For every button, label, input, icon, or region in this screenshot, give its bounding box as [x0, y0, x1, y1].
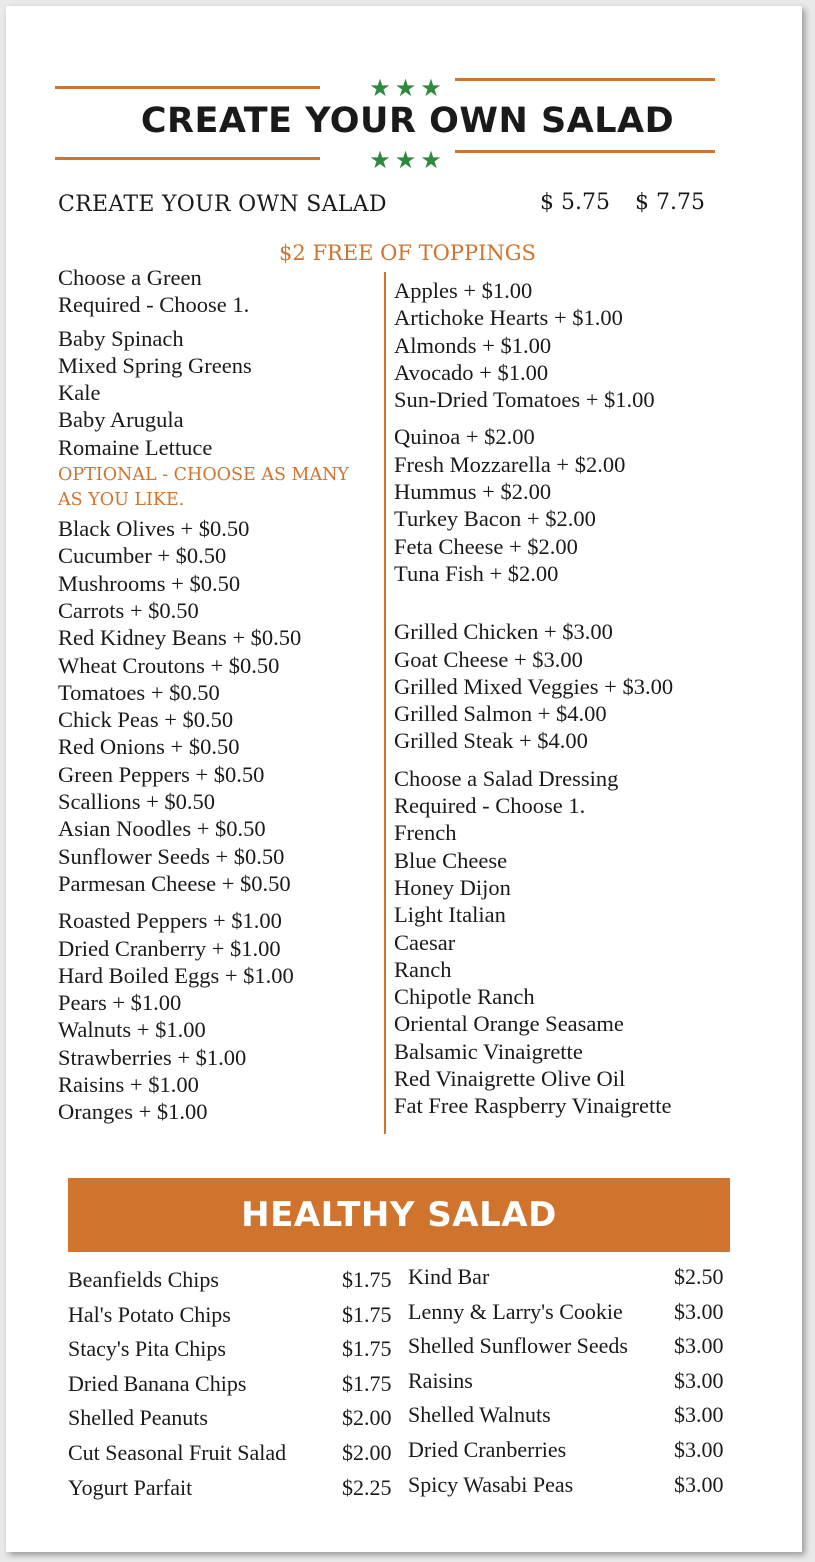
dressing-option: Oriental Orange Seasame [394, 1011, 624, 1037]
dressing-option: Blue Cheese [394, 847, 508, 873]
dressing-option: Honey Dijon [394, 874, 511, 900]
snack-name: Hal's Potato Chips [68, 1301, 231, 1327]
dressing-option: Balsamic Vinaigrette [394, 1038, 583, 1064]
topping-item: Feta Cheese + $2.00 [394, 533, 578, 559]
snack-row [408, 1260, 733, 1295]
green-option: Romaine Lettuce [58, 434, 213, 460]
toppings-premium-list [394, 618, 673, 754]
left-column [58, 264, 349, 1126]
snack-name: Spicy Wasabi Peas [408, 1471, 574, 1497]
green-option: Mixed Spring Greens [58, 352, 252, 378]
rule-top-left [55, 86, 320, 89]
base-salad-name: CREATE YOUR OWN SALAD [58, 192, 387, 217]
dressing-option: Caesar [394, 929, 456, 955]
snack-price: $3.00 [674, 1471, 724, 1497]
snack-price: $1.75 [342, 1267, 392, 1292]
snack-price: $2.00 [342, 1439, 392, 1465]
topping-item: Roasted Peppers + $1.00 [58, 908, 282, 934]
topping-item: Tomatoes + $0.50 [58, 679, 220, 705]
toppings-050-list [58, 515, 349, 897]
green-option: Baby Arugula [58, 407, 184, 433]
snack-row [68, 1471, 398, 1506]
rule-top-right [455, 78, 715, 81]
snack-name: Beanfields Chips [68, 1267, 219, 1292]
topping-item: Raisins + $1.00 [58, 1072, 199, 1098]
snack-row [68, 1367, 398, 1402]
topping-item: Carrots + $0.50 [58, 597, 199, 623]
topping-item: Sunflower Seeds + $0.50 [58, 843, 285, 869]
snack-price: $2.25 [342, 1474, 392, 1500]
topping-item: Chick Peas + $0.50 [58, 707, 234, 733]
topping-item: Green Peppers + $0.50 [58, 761, 265, 787]
topping-item: Wheat Croutons + $0.50 [58, 652, 280, 678]
dressing-list [394, 819, 673, 1119]
topping-item: Sun-Dried Tomatoes + $1.00 [394, 387, 655, 413]
snack-name: Dried Banana Chips [68, 1370, 247, 1396]
right-column [394, 277, 673, 1120]
snack-price: $1.75 [342, 1336, 392, 1362]
base-price-small: $ 5.75 [540, 190, 610, 215]
snack-row [408, 1468, 733, 1503]
topping-item: Mushrooms + $0.50 [58, 570, 241, 596]
base-price-large: $ 7.75 [635, 190, 705, 215]
snack-price: $2.50 [674, 1264, 724, 1289]
snack-row [408, 1295, 733, 1330]
topping-item: Tuna Fish + $2.00 [394, 560, 559, 586]
topping-item: Walnuts + $1.00 [58, 1017, 206, 1043]
free-toppings-note: $2 FREE OF TOPPINGS [279, 241, 536, 265]
topping-item: Red Kidney Beans + $0.50 [58, 625, 302, 651]
topping-item: Oranges + $1.00 [58, 1099, 208, 1125]
page-title: CREATE YOUR OWN SALAD [140, 101, 675, 141]
topping-item: Avocado + $1.00 [394, 359, 549, 385]
snack-row [68, 1401, 398, 1436]
snack-name: Shelled Peanuts [68, 1405, 208, 1431]
snack-price: $3.00 [674, 1333, 724, 1359]
snack-name: Shelled Walnuts [408, 1402, 551, 1428]
snack-name: Dried Cranberries [408, 1436, 567, 1462]
stars-top: ★★★ [369, 74, 446, 102]
topping-item: Parmesan Cheese + $0.50 [58, 870, 291, 896]
topping-item: Red Onions + $0.50 [58, 734, 240, 760]
snack-row [408, 1398, 733, 1433]
healthy-salad-banner: HEALTHY SALAD [68, 1178, 730, 1252]
stars-bottom: ★★★ [369, 146, 446, 174]
snack-row [408, 1364, 733, 1399]
topping-item: Apples + $1.00 [394, 278, 533, 303]
topping-item: Goat Cheese + $3.00 [394, 646, 583, 672]
greens-title: Choose a Green [58, 265, 202, 290]
snack-row [408, 1329, 733, 1364]
column-divider [384, 272, 386, 1134]
toppings-200-list [394, 423, 673, 587]
snack-price: $1.75 [342, 1370, 392, 1396]
topping-item: Dried Cranberry + $1.00 [58, 935, 281, 961]
snack-row [68, 1436, 398, 1471]
topping-item: Fresh Mozzarella + $2.00 [394, 451, 626, 477]
dressing-title: Choose a Salad Dressing [394, 765, 619, 791]
topping-item: Hummus + $2.00 [394, 479, 552, 505]
dressing-option: Light Italian [394, 902, 506, 928]
topping-item: Grilled Salmon + $4.00 [394, 701, 607, 727]
optional-note-line-1: OPTIONAL - CHOOSE AS MANY [58, 465, 349, 486]
snack-price: $2.00 [342, 1405, 392, 1431]
dressing-option: Fat Free Raspberry Vinaigrette [394, 1093, 672, 1119]
dressing-option: Ranch [394, 956, 452, 982]
topping-item: Grilled Mixed Veggies + $3.00 [394, 673, 674, 699]
snack-name: Raisins [408, 1367, 473, 1393]
snack-price: $3.00 [674, 1436, 724, 1462]
snack-name: Kind Bar [408, 1264, 490, 1289]
snack-price: $3.00 [674, 1402, 724, 1428]
dressing-option: French [394, 820, 457, 846]
green-option: Baby Spinach [58, 325, 184, 351]
greens-list [58, 325, 349, 461]
snack-price: $3.00 [674, 1367, 724, 1393]
topping-item: Turkey Bacon + $2.00 [394, 506, 596, 532]
topping-item: Pears + $1.00 [58, 990, 182, 1016]
snacks-left-list [68, 1263, 398, 1505]
snack-name: Stacy's Pita Chips [68, 1336, 226, 1362]
topping-item: Black Olives + $0.50 [58, 516, 250, 542]
dressing-option: Chipotle Ranch [394, 984, 535, 1010]
topping-item: Grilled Steak + $4.00 [394, 728, 588, 754]
topping-item: Grilled Chicken + $3.00 [394, 619, 613, 645]
topping-item: Asian Noodles + $0.50 [58, 816, 266, 842]
topping-item: Scallions + $0.50 [58, 789, 216, 815]
snack-name: Yogurt Parfait [68, 1474, 193, 1500]
snack-row [68, 1263, 398, 1298]
snack-row [68, 1332, 398, 1367]
topping-item: Strawberries + $1.00 [58, 1044, 247, 1070]
topping-item: Almonds + $1.00 [394, 332, 552, 358]
dressing-option: Red Vinaigrette Olive Oil [394, 1066, 626, 1092]
topping-item: Quinoa + $2.00 [394, 424, 535, 450]
snack-row [408, 1433, 733, 1468]
green-option: Kale [58, 380, 101, 406]
snacks-right-list [408, 1260, 733, 1502]
dressing-subtitle: Required - Choose 1. [394, 793, 586, 819]
snack-name: Cut Seasonal Fruit Salad [68, 1439, 287, 1465]
greens-subtitle: Required - Choose 1. [58, 292, 250, 318]
snack-row [68, 1298, 398, 1333]
toppings-100-right-list [394, 277, 673, 413]
optional-note-line-2: AS YOU LIKE. [58, 490, 185, 511]
snack-price: $1.75 [342, 1301, 392, 1327]
topping-item: Artichoke Hearts + $1.00 [394, 305, 623, 331]
snack-price: $3.00 [674, 1298, 724, 1324]
snack-name: Shelled Sunflower Seeds [408, 1333, 628, 1359]
toppings-100-left-list [58, 907, 349, 1125]
optional-note [58, 463, 349, 513]
snack-name: Lenny & Larry's Cookie [408, 1298, 623, 1324]
topping-item: Cucumber + $0.50 [58, 543, 227, 569]
topping-item: Hard Boiled Eggs + $1.00 [58, 962, 294, 988]
